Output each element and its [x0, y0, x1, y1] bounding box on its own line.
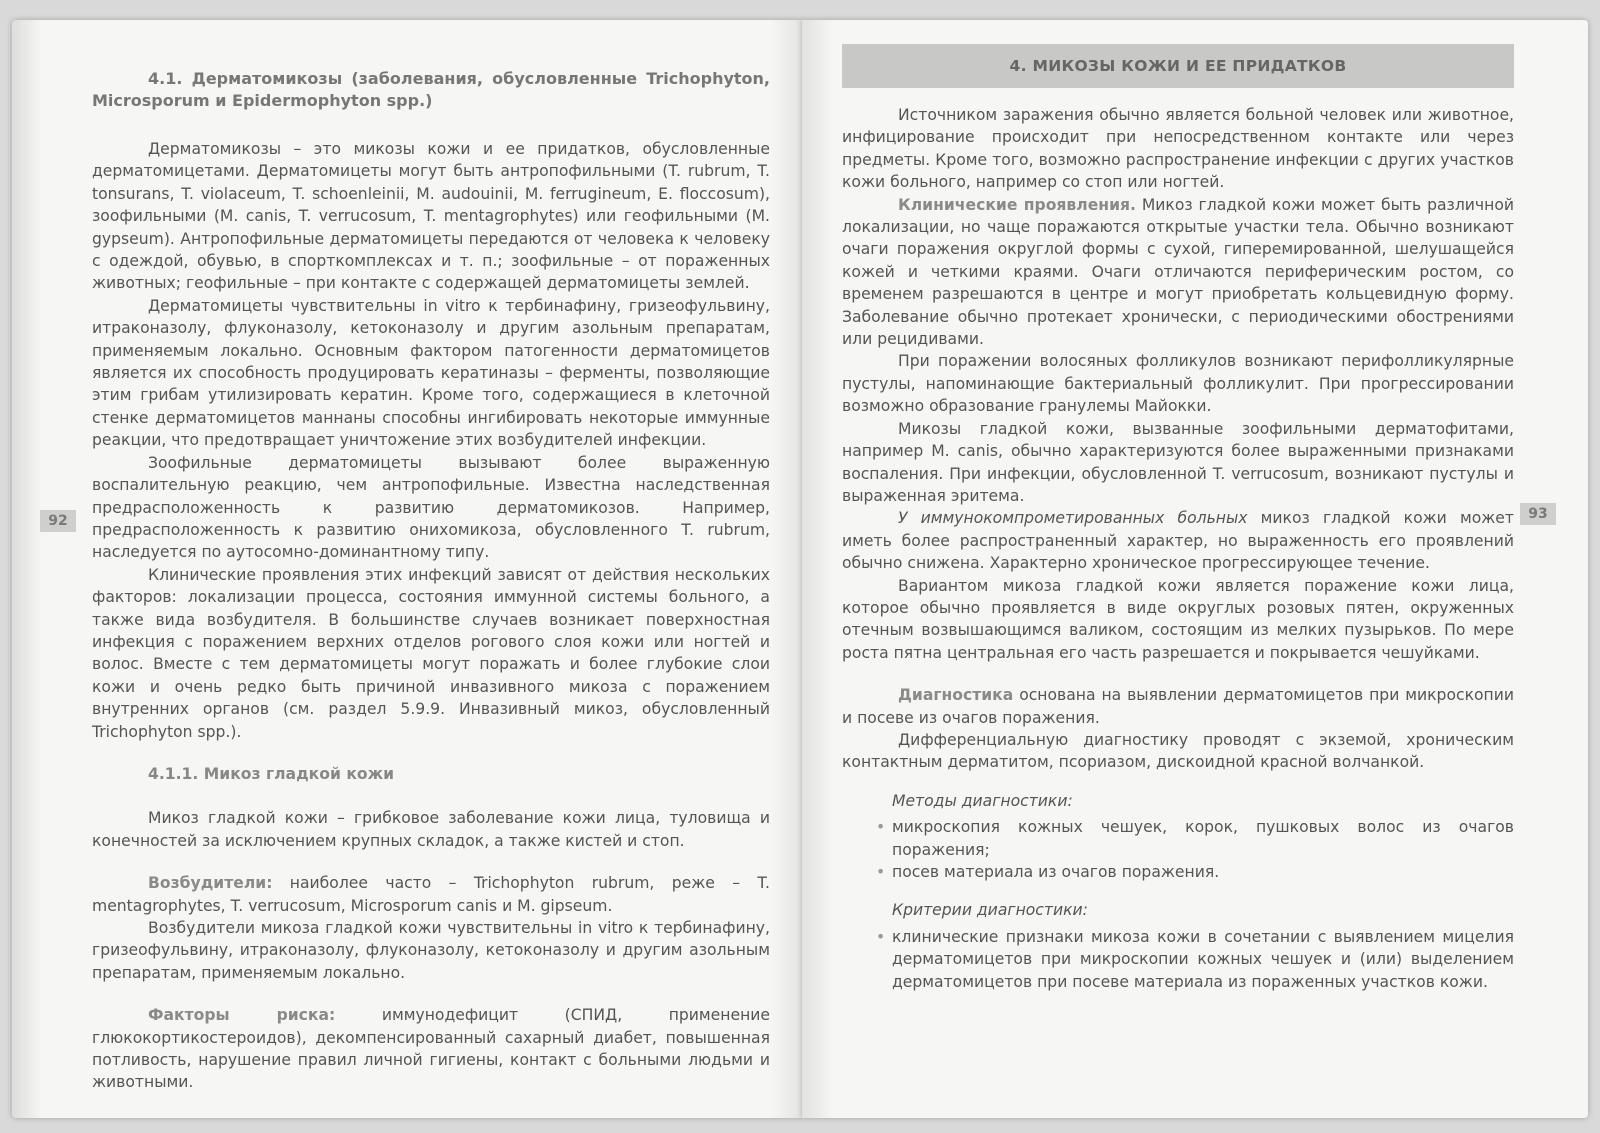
right-page [802, 20, 1588, 1118]
left-column [92, 68, 770, 1094]
clinical-label: Клинические проявления. [898, 195, 1136, 214]
risk-label: Факторы риска: [148, 1006, 336, 1025]
paragraph: Дерматомицеты чувствительны in vitro к тербинафину, гризеофульвину, итраконазолу, флуконазолу, кетоконазолу и другим азольным препаратам, применяемым локально. Основным фактором патогенности дерматомицетов является их способность продуцировать кератиназы – ферменты, позволяющие этим грибам утилизировать кератин. Кроме того, содержащиеся в клеточной стенке дерматомицетов маннаны способны ингибировать некоторые иммунные реакции, что предотвращает уничтожение этих возбудителей инфекции. [92, 296, 770, 450]
methods-list [842, 816, 1514, 883]
list-item: • клинические признаки микоза кожи в сочетании с выявлением мицелия дерматомицетов при микроскопии кожных чешуек и (или) выделением дерматомицетов при посеве материала из пораженных участков кожи. [842, 926, 1514, 993]
criteria-title: Критерии диагностики: [892, 901, 1088, 920]
immuno-italic: У иммунокомпрометированных больных [898, 509, 1248, 528]
paragraph: Возбудители микоза гладкой кожи чувствительны in vitro к тербинафину, гризеофульвину, итраконазолу, флуконазолу, кетоконазолу и другим азольным препаратам, применяемым локально. [92, 919, 770, 982]
paragraph: Клинические проявления этих инфекций зависят от действия нескольких факторов: локализации процесса, состояния иммунной системы больного, а также вида возбудителя. В большинстве случаев возникает поверхностная инфекция с поражением верхних отделов рогового слоя кожи или ногтей и волос. Вместе с тем дерматомицеты могут поражать и более глубокие слои кожи и очень редко быть причиной инвазивного микоза с поражением внутренних органов (см. раздел 5.9.9. Инвазивный микоз, обусловленный Trichophyton spp.). [92, 565, 770, 741]
clinical-text: Микоз гладкой кожи может быть различной локализации, но чаще поражаются открытые участки тела. Обычно возникают очаги поражения округлой формы с сухой, гиперемированной, шелушащейся кожей и четкими краями. Очаги отличаются периферическим ростом, со временем разрешаются в центре и могут приобретать кольцевидную форму. Заболевание обычно протекает хронически, с периодическими обострениями или рецидивами. [842, 195, 1514, 349]
paragraph [842, 507, 1514, 574]
criteria-list [842, 926, 1514, 993]
pathogens-paragraph [92, 872, 770, 917]
immuno-text: микоз гладкой кожи может иметь более распространенный характер, но выраженность его проявлений обычно снижена. Характерно хроническое прогрессирующее течение. [842, 509, 1514, 573]
right-column [842, 104, 1514, 993]
left-page [12, 20, 802, 1118]
pathogens-label: Возбудители: [148, 874, 273, 893]
left-page-number: 92 [40, 510, 76, 532]
chapter-title: 4. МИКОЗЫ КОЖИ И ЕЕ ПРИДАТКОВ [842, 44, 1514, 88]
paragraph: Дерматомикозы – это микозы кожи и ее придатков, обусловленные дерматомицетами. Дерматомицеты могут быть антропофильными (T. rubrum, T. tonsurans, T. violaceum, T. schoenleinii, M. audouinii, M. ferrugineum, E. floccosum), зоофильными (M. canis, T. verrucosum, T. mentagrophytes) или геофильными (M. gypseum). Антропофильные дерматомицеты передаются от человека к человеку с одеждой, обувью, в спорткомплексах и т. п.; зоофильные – от пораженных животных; геофильные – при контакте с содержащей дерматомицеты землей. [92, 140, 770, 293]
definition-paragraph: Микоз гладкой кожи – грибковое заболевание кожи лица, туловища и конечностей за исключением крупных складок, а также кистей и стоп. [92, 809, 770, 850]
diagnostics-paragraph [842, 684, 1514, 729]
section-heading: 4.1. Дерматомикозы (заболевания, обусловленные Trichophyton, Microsporum и Epidermophyton spp.) [92, 69, 770, 110]
risk-text: иммунодефицит (СПИД, применение глюкокортикостероидов), декомпенсированный сахарный диабет, повышенная потливость, нарушение правил личной гигиены, контакт с больными людьми и животными. [92, 1006, 770, 1092]
list-item: • посев материала из очагов поражения. [842, 861, 1514, 883]
subsection-heading: 4.1.1. Микоз гладкой кожи [148, 764, 395, 783]
methods-title: Методы диагностики: [892, 791, 1073, 810]
paragraph: При поражении волосяных фолликулов возникают перифолликулярные пустулы, напоминающие бактериальный фолликулит. При прогрессировании возможно образование гранулемы Майокки. [842, 352, 1514, 416]
clinical-paragraph [842, 194, 1514, 351]
right-page-number: 93 [1520, 503, 1556, 525]
paragraph: Микозы гладкой кожи, вызванные зоофильными дерматофитами, например M. canis, обычно характеризуются более выраженными признаками воспаления. При инфекции, обусловленной T. verrucosum, возникают пустулы и выраженная эритема. [842, 419, 1514, 505]
paragraph: Дифференциальную диагностику проводят с экземой, хроническим контактным дерматитом, псориазом, дискоидной красной волчанкой. [842, 730, 1514, 772]
diagnostics-text: основана на выявлении дерматомицетов при микроскопии и посеве из очагов поражения. [842, 686, 1514, 727]
paragraph: Зоофильные дерматомицеты вызывают более выраженную воспалительную реакцию, чем антропофильные. Известна наследственная предрасположенность к развитию дерматомикозов. Например, предрасположенность к развитию онихомикоза, обусловленного T. rubrum, наследуется по аутосомно-доминантному типу. [92, 453, 770, 562]
list-item: • микроскопия кожных чешуек, корок, пушковых волос из очагов поражения; [842, 816, 1514, 861]
pathogens-text: наиболее часто – Trichophyton rubrum, реже – T. mentagrophytes, T. verrucosum, Microsporum canis и M. gipseum. [92, 874, 770, 915]
risk-paragraph [92, 1004, 770, 1094]
diagnostics-label: Диагностика [898, 686, 1014, 705]
paragraph: Источником заражения обычно является больной человек или животное, инфицирование происходит при непосредственном контакте или через предметы. Кроме того, возможно распространение инфекции с других участков кожи больного, например со стоп или ногтей. [842, 106, 1514, 192]
paragraph: Вариантом микоза гладкой кожи является поражение кожи лица, которое обычно проявляется в виде округлых розовых пятен, окруженных отечным возвышающимся валиком, состоящим из мелких пузырьков. По мере роста пятна центральная его часть разрешается и покрывается чешуйками. [842, 576, 1514, 662]
